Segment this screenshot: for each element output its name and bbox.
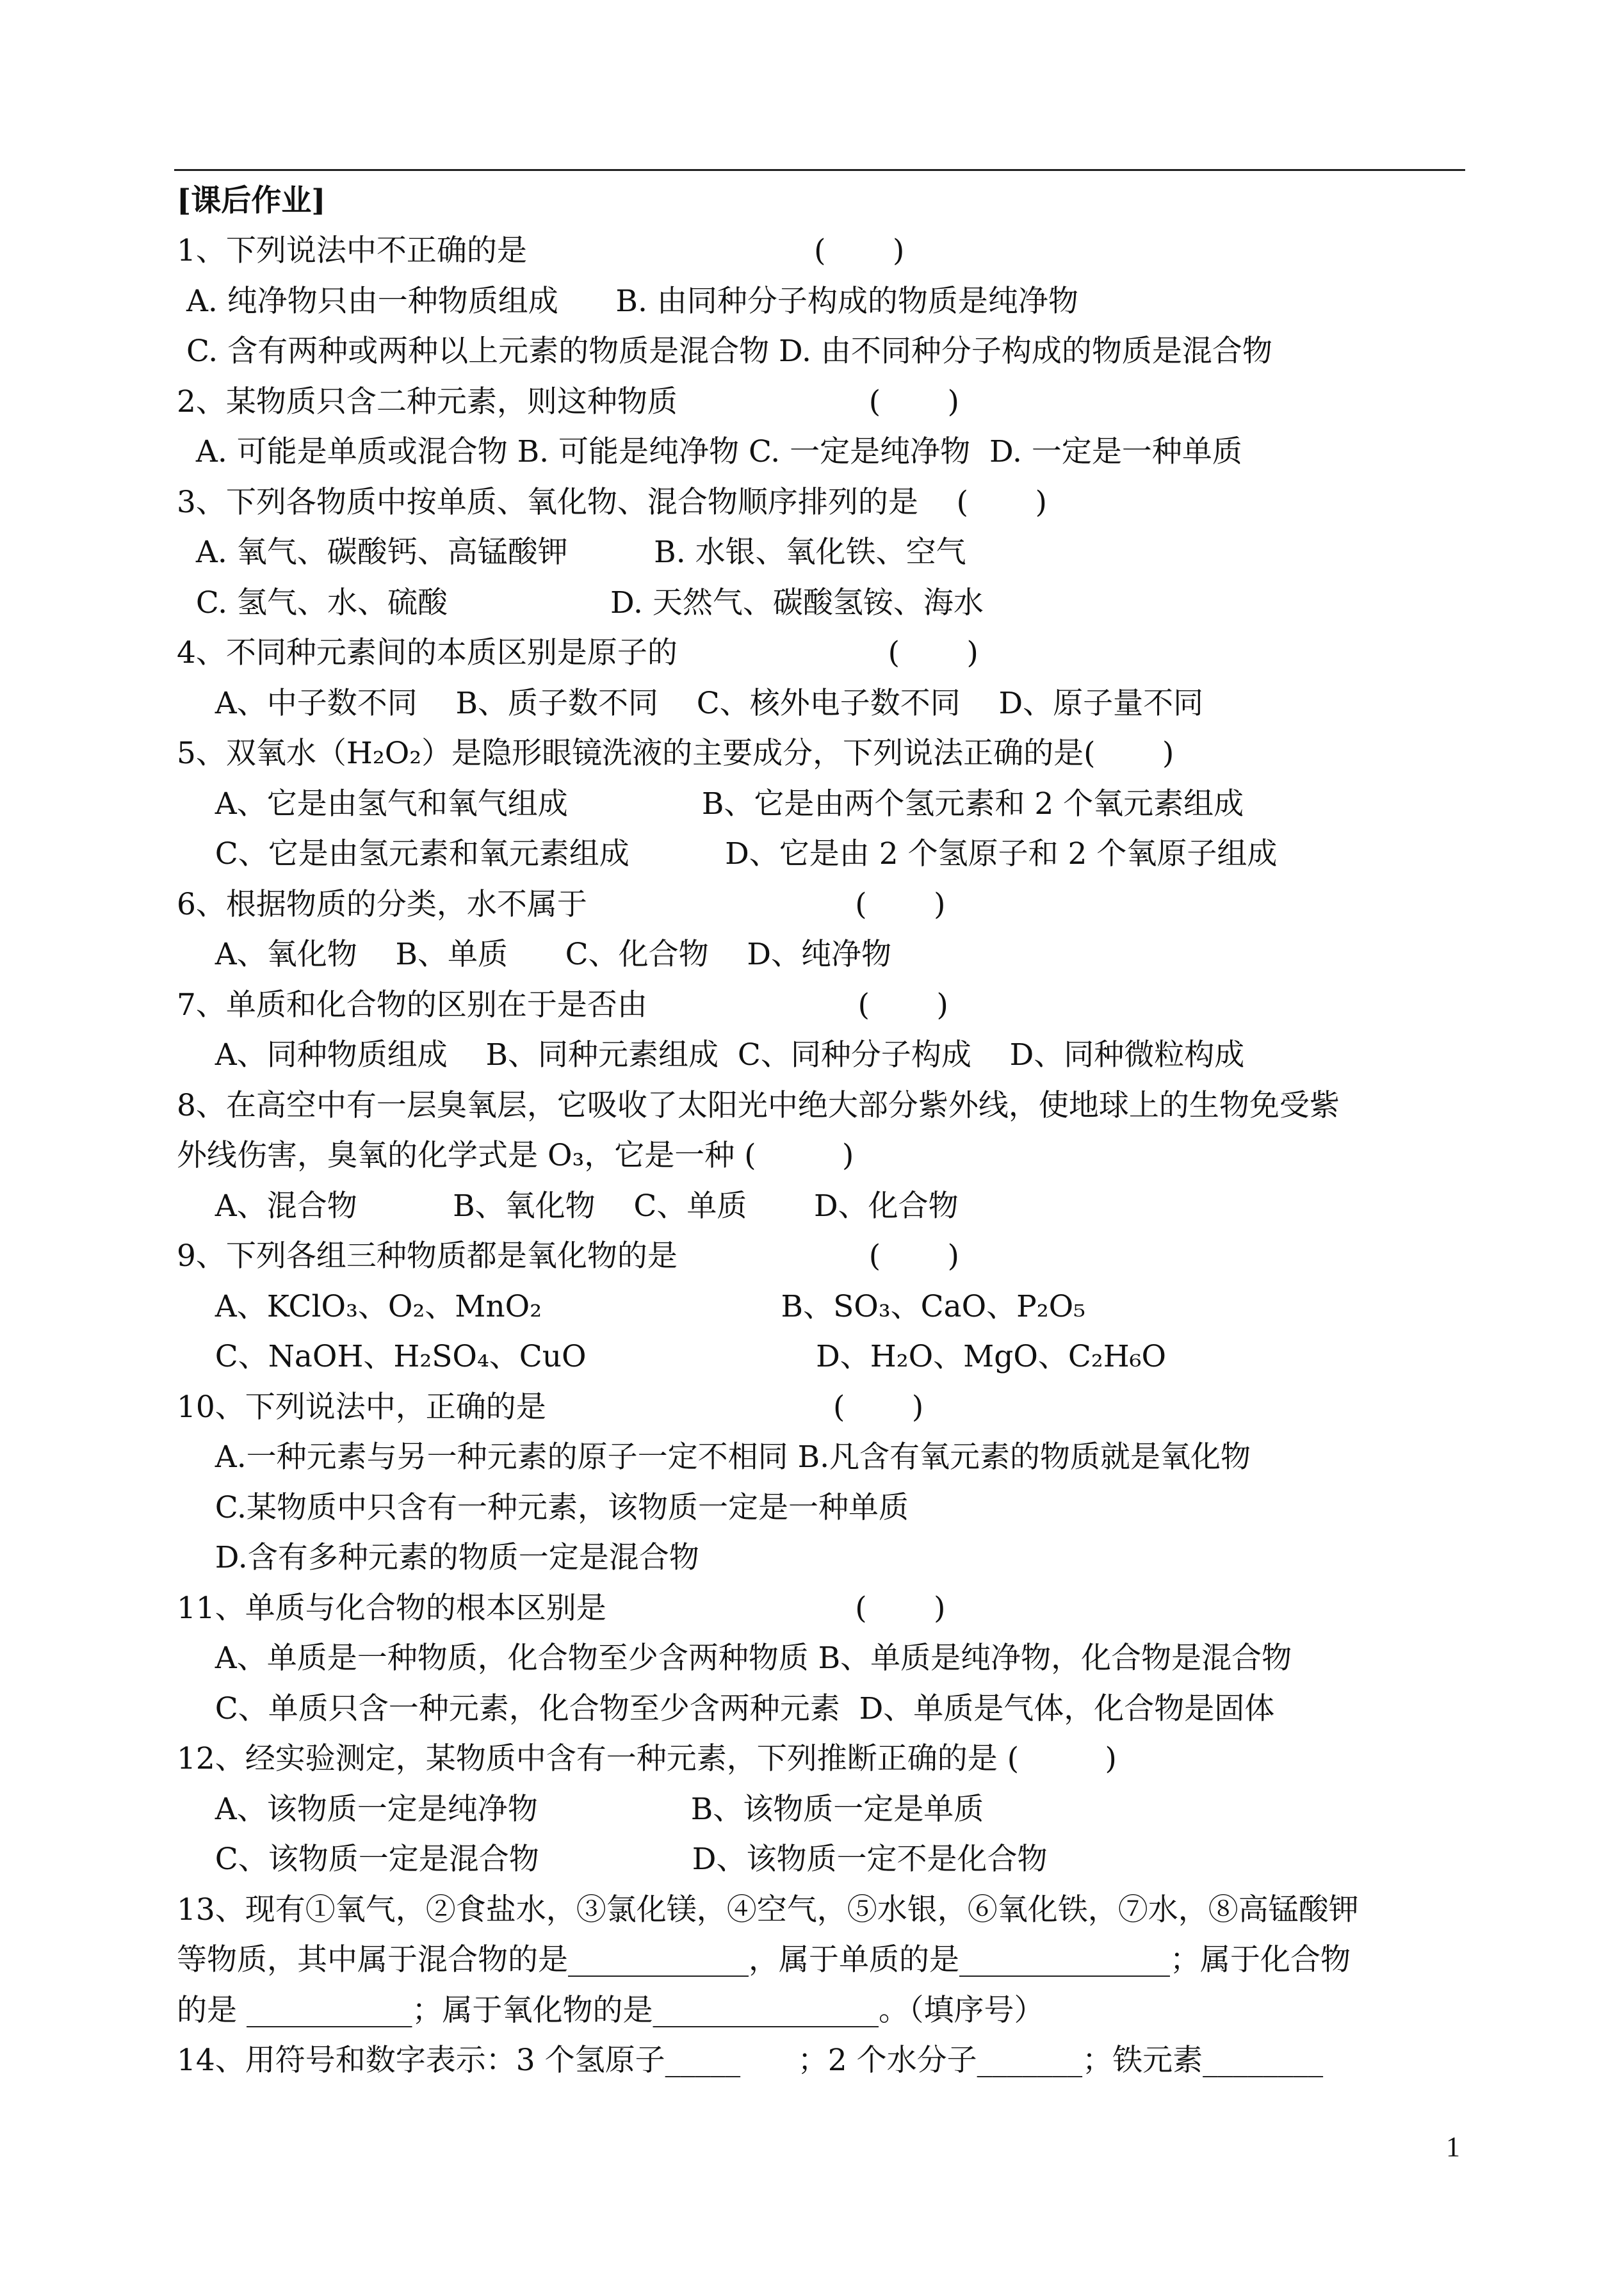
text-line: 3、下列各物质中按单质、氧化物、混合物顺序排列的是 ( ) [177, 485, 1047, 520]
text-line: A、同种物质组成 B、同种元素组成 C、同种分子构成 D、同种微粒构成 [177, 1037, 1245, 1073]
header-rule [174, 169, 1465, 171]
text-line: 1、下列说法中不正确的是 ( ) [177, 233, 905, 268]
page-number: 1 [1446, 2131, 1460, 2162]
text-line: A、氧化物 B、单质 C、化合物 D、纯净物 [177, 937, 892, 972]
text-line: A. 可能是单质或混合物 B. 可能是纯净物 C. 一定是纯净物 D. 一定是一种单质 [177, 434, 1242, 469]
text-line: 10、下列说法中，正确的是 ( ) [177, 1390, 924, 1425]
text-line: A. 纯净物只由一种物质组成 B. 由同种分子构成的物质是纯净物 [177, 284, 1078, 319]
text-line: A、单质是一种物质，化合物至少含两种物质 B、单质是纯净物，化合物是混合物 [177, 1641, 1292, 1676]
text-line: 11、单质与化合物的根本区别是 ( ) [177, 1591, 946, 1626]
text-line: C.某物质中只含有一种元素，该物质一定是一种单质 [177, 1490, 909, 1525]
text-line: 的是 ___________；属于氧化物的是_______________。（填序号） [177, 1993, 1044, 2028]
text-line: C、该物质一定是混合物 D、该物质一定不是化合物 [177, 1842, 1048, 1877]
text-line: A、混合物 B、氧化物 C、单质 D、化合物 [177, 1188, 959, 1224]
text-line: C. 氢气、水、硫酸 D. 天然气、碳酸氢铵、海水 [177, 585, 984, 620]
text-line: 4、不同种元素间的本质区别是原子的 ( ) [177, 635, 978, 670]
text-line: C. 含有两种或两种以上元素的物质是混合物 D. 由不同种分子构成的物质是混合物 [177, 334, 1272, 369]
text-line: D.含有多种元素的物质一定是混合物 [177, 1540, 699, 1575]
text-line: 2、某物质只含二种元素，则这种物质 ( ) [177, 384, 959, 419]
text-line: 8、在高空中有一层臭氧层，它吸收了太阳光中绝大部分紫外线，使地球上的生物免受紫 [177, 1088, 1340, 1123]
text-line: A、中子数不同 B、质子数不同 C、核外电子数不同 D、原子量不同 [177, 686, 1204, 721]
text-line: 9、下列各组三种物质都是氧化物的是 ( ) [177, 1238, 959, 1274]
text-line: A.一种元素与另一种元素的原子一定不相同 B.凡含有氧元素的物质就是氧化物 [177, 1439, 1251, 1475]
text-line: 6、根据物质的分类，水不属于 ( ) [177, 887, 946, 922]
text-line: A、它是由氢气和氧气组成 B、它是由两个氢元素和 2 个氧元素组成 [177, 786, 1244, 822]
text-line: 14、用符号和数字表示：3 个氢原子_____ ；2 个水分子_______；铁元素________ [177, 2043, 1324, 2078]
section-title: [课后作业] [177, 183, 326, 218]
text-line: 等物质，其中属于混合物的是____________，属于单质的是______________；属于化合物 [177, 1942, 1351, 1977]
text-line: 7、单质和化合物的区别在于是否由 ( ) [177, 987, 948, 1023]
text-line: 外线伤害，臭氧的化学式是 O₃，它是一种 ( ) [177, 1138, 854, 1173]
text-line: 5、双氧水（H₂O₂）是隐形眼镜洗液的主要成分，下列说法正确的是( ) [177, 736, 1174, 771]
text-line: 13、现有①氧气，②食盐水，③氯化镁，④空气，⑤水银，⑥氧化铁，⑦水，⑧高锰酸钾 [177, 1892, 1359, 1927]
text-line: A. 氧气、碳酸钙、高锰酸钾 B. 水银、氧化铁、空气 [177, 535, 966, 570]
text-line: C、它是由氢元素和氧元素组成 D、它是由 2 个氢原子和 2 个氧原子组成 [177, 836, 1278, 872]
text-line: 12、经实验测定，某物质中含有一种元素，下列推断正确的是 ( ) [177, 1741, 1117, 1776]
text-line: A、KClO₃、O₂、MnO₂ B、SO₃、CaO、P₂O₅ [177, 1289, 1086, 1324]
text-line: C、NaOH、H₂SO₄、CuO D、H₂O、MgO、C₂H₆O [177, 1339, 1167, 1374]
text-line: A、该物质一定是纯净物 B、该物质一定是单质 [177, 1792, 984, 1827]
text-line: C、单质只含一种元素，化合物至少含两种元素 D、单质是气体，化合物是固体 [177, 1691, 1275, 1726]
